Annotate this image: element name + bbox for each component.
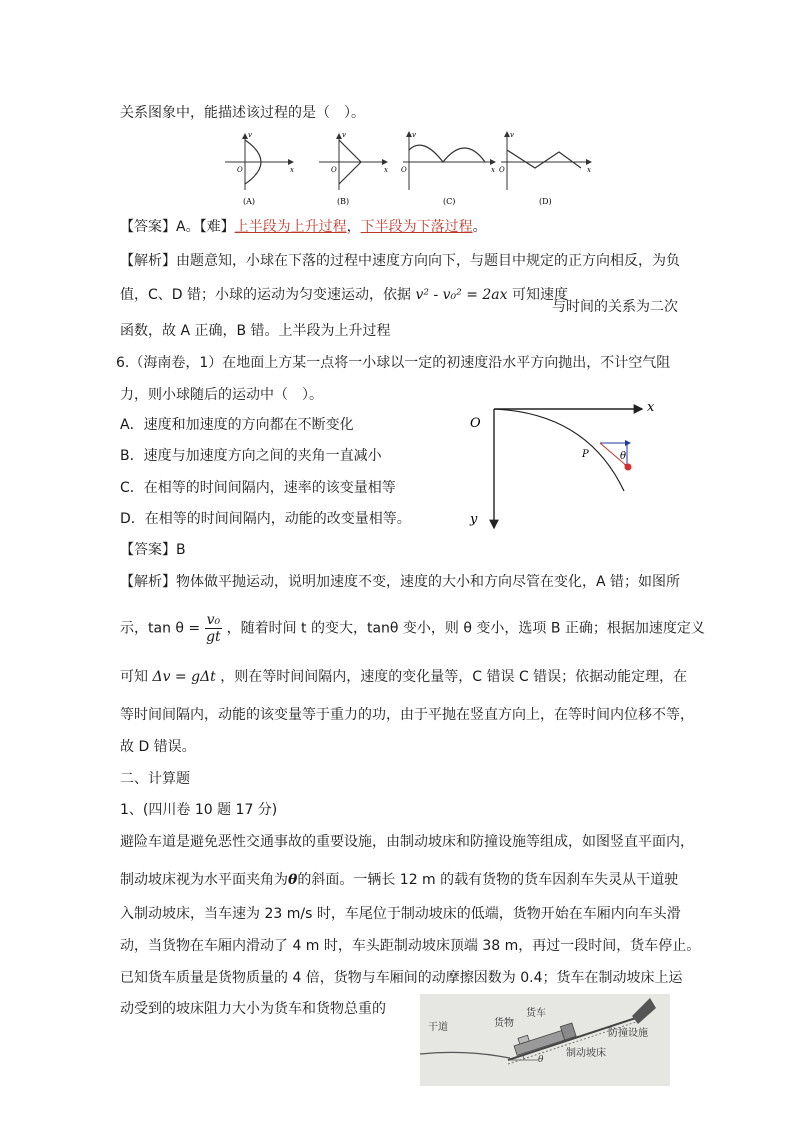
graph-d-x-label: x xyxy=(587,166,591,174)
graph-b-o-label: O xyxy=(331,166,337,174)
q5-analysis-2c: 与时间的关系为二次 xyxy=(552,299,678,315)
q6-analysis-3a: 可知 xyxy=(120,669,148,685)
q1-paragraph-line1: 避险车道是避免恶性交通事故的重要设施，由制动坡床和防撞设施等组成，如图竖直平面内， xyxy=(120,834,694,850)
graph-d-o-label: O xyxy=(499,166,505,174)
vx-graphs-figure xyxy=(215,128,595,210)
graph-a xyxy=(225,131,294,206)
graph-d-caption: (D) xyxy=(539,197,552,206)
projectile-figure xyxy=(462,395,662,535)
theta-label: θ xyxy=(620,451,627,462)
q6-analysis-line1: 【解析】物体做平抛运动，说明加速度不变，速度的大小和方向尽管在变化，A 错；如图所 xyxy=(120,574,681,590)
q1-p2a: 制动坡床视为水平面夹角为 xyxy=(120,872,288,888)
q6-stem-line2: 力，则小球随后的运动中（ ）。 xyxy=(120,387,323,403)
graph-d xyxy=(499,131,591,206)
label-truck: 货车 xyxy=(526,1008,546,1019)
q6-analysis-2b: ，随着时间 t 的变大，tanθ 变小，则 θ 变小，选项 B 正确；根据加速度定义 xyxy=(226,620,705,637)
q6-formula2: Δv = gΔt xyxy=(152,669,216,685)
q5-analysis-line3: 函数，故 A 正确，B 错。上半段为上升过程 xyxy=(120,323,391,339)
q6-analysis-line4: 等时间间隔内，动能的该变量等于重力的功，由于平抛在竖直方向上，在等时间内位移不等， xyxy=(120,707,694,723)
q6-analysis-line2 xyxy=(120,612,705,645)
q6-analysis-3b: ，则在等时间间隔内，速度的变化量等，C 错误 C 错误；依据动能定理，在 xyxy=(220,669,688,685)
q6-stem-line1: 6.（海南卷，1）在地面上方某一点将一小球以一定的初速度沿水平方向抛出，不计空气阻 xyxy=(116,355,671,371)
label-brake-bed: 制动坡床 xyxy=(566,1048,606,1059)
trajectory-curve xyxy=(494,409,627,491)
y-label: y xyxy=(470,512,478,527)
graph-c-caption: (C) xyxy=(443,197,456,206)
graph-b xyxy=(319,131,388,206)
graph-b-v-label: v xyxy=(342,131,346,139)
q6-option-c: C．在相等的时间间隔内，速率的该变量相等 xyxy=(120,480,396,496)
q6-option-a: A．速度和加速度的方向都在不断变化 xyxy=(120,417,354,433)
q5-analysis-2a: 值，C、D 错；小球的运动为匀变速运动，依据 xyxy=(120,287,412,303)
q6-answer: 【答案】B xyxy=(120,542,186,558)
q1-paragraph-line4: 动，当货物在车厢内滑动了 4 m 时，车头距制动坡床顶端 38 m，再过一段时间，货车停止。 xyxy=(120,938,701,954)
q6-option-b: B．速度与加速度方向之间的夹角一直减小 xyxy=(120,448,382,464)
graph-c-o-label: O xyxy=(401,166,407,174)
q1-paragraph-line5: 已知货车质量是货物质量的 4 倍，货物与车厢间的动摩擦因数为 0.4；货车在制动坡床上运 xyxy=(120,970,683,986)
q6-analysis-2a: 示，tan θ = xyxy=(120,620,201,637)
q6-option-d: D．在相等的时间间隔内，动能的改变量相等。 xyxy=(120,511,411,527)
label-cargo: 货物 xyxy=(494,1018,514,1029)
q5-answer-note1: 上半段为上升过程 xyxy=(234,219,347,235)
graph-b-x-label: x xyxy=(384,166,388,174)
graph-a-x-label: x xyxy=(290,166,294,174)
q1-theta: θ xyxy=(288,872,298,888)
q6-analysis-line3 xyxy=(120,668,687,686)
q1-paragraph-line2 xyxy=(120,871,678,889)
q5-analysis-line1: 【解析】由题意知，小球在下落的过程中速度方向向下，与题目中规定的正方向相反，为负 xyxy=(120,253,680,269)
section-title: 二、计算题 xyxy=(120,771,190,787)
graph-a-v-label: v xyxy=(248,131,252,139)
label-main-road: 干道 xyxy=(428,1022,448,1033)
velocity-tip-dot xyxy=(625,464,632,471)
q5-answer-sep: ， xyxy=(346,219,361,235)
q1-head: 1、(四川卷 10 题 17 分) xyxy=(120,802,278,818)
fraction-numerator: v₀ xyxy=(206,612,221,628)
point-p-label: P xyxy=(582,449,589,460)
q5-analysis-line2 xyxy=(120,286,568,304)
q5-answer-note2: 下半段为下落过程 xyxy=(360,219,473,235)
escape-lane-photo xyxy=(420,994,670,1086)
x-label: x xyxy=(647,400,655,415)
graph-c-v-label: v xyxy=(412,131,416,139)
fraction-denominator: gt xyxy=(206,629,221,645)
graph-a-o-label: O xyxy=(237,166,243,174)
label-theta: θ xyxy=(538,1055,544,1065)
q5-answer xyxy=(120,218,487,236)
q5-answer-end: 。 xyxy=(472,219,487,235)
graph-c xyxy=(401,131,495,206)
graph-d-v-label: v xyxy=(510,131,514,139)
q1-p2b: 的斜面。一辆长 12 m 的载有货物的货车因刹车失灵从干道驶 xyxy=(297,872,679,888)
q5-analysis-2b: 可知速度 xyxy=(512,287,568,303)
q6-analysis-line5: 故 D 错误。 xyxy=(120,739,196,755)
tan-fraction xyxy=(205,612,223,645)
graph-a-caption: (A) xyxy=(243,197,256,206)
q5-answer-prefix: 【答案】A。【难】 xyxy=(120,219,235,235)
q1-paragraph-line3: 入制动坡床，当车速为 23 m/s 时，车尾位于制动坡床的低端，货物开始在车厢内向车头滑 xyxy=(120,906,681,922)
graph-b-caption: (B) xyxy=(337,197,350,206)
graph-c-x-label: x xyxy=(491,166,495,174)
label-barrier: 防撞设施 xyxy=(608,1028,648,1039)
intro-line: 关系图象中，能描述该过程的是（ ）。 xyxy=(120,105,365,121)
origin-label: O xyxy=(470,416,481,431)
q5-formula: v² - v₀² = 2ax xyxy=(415,287,508,303)
q1-paragraph-line6: 动受到的坡床阻力大小为货车和货物总重的 xyxy=(120,1001,386,1017)
